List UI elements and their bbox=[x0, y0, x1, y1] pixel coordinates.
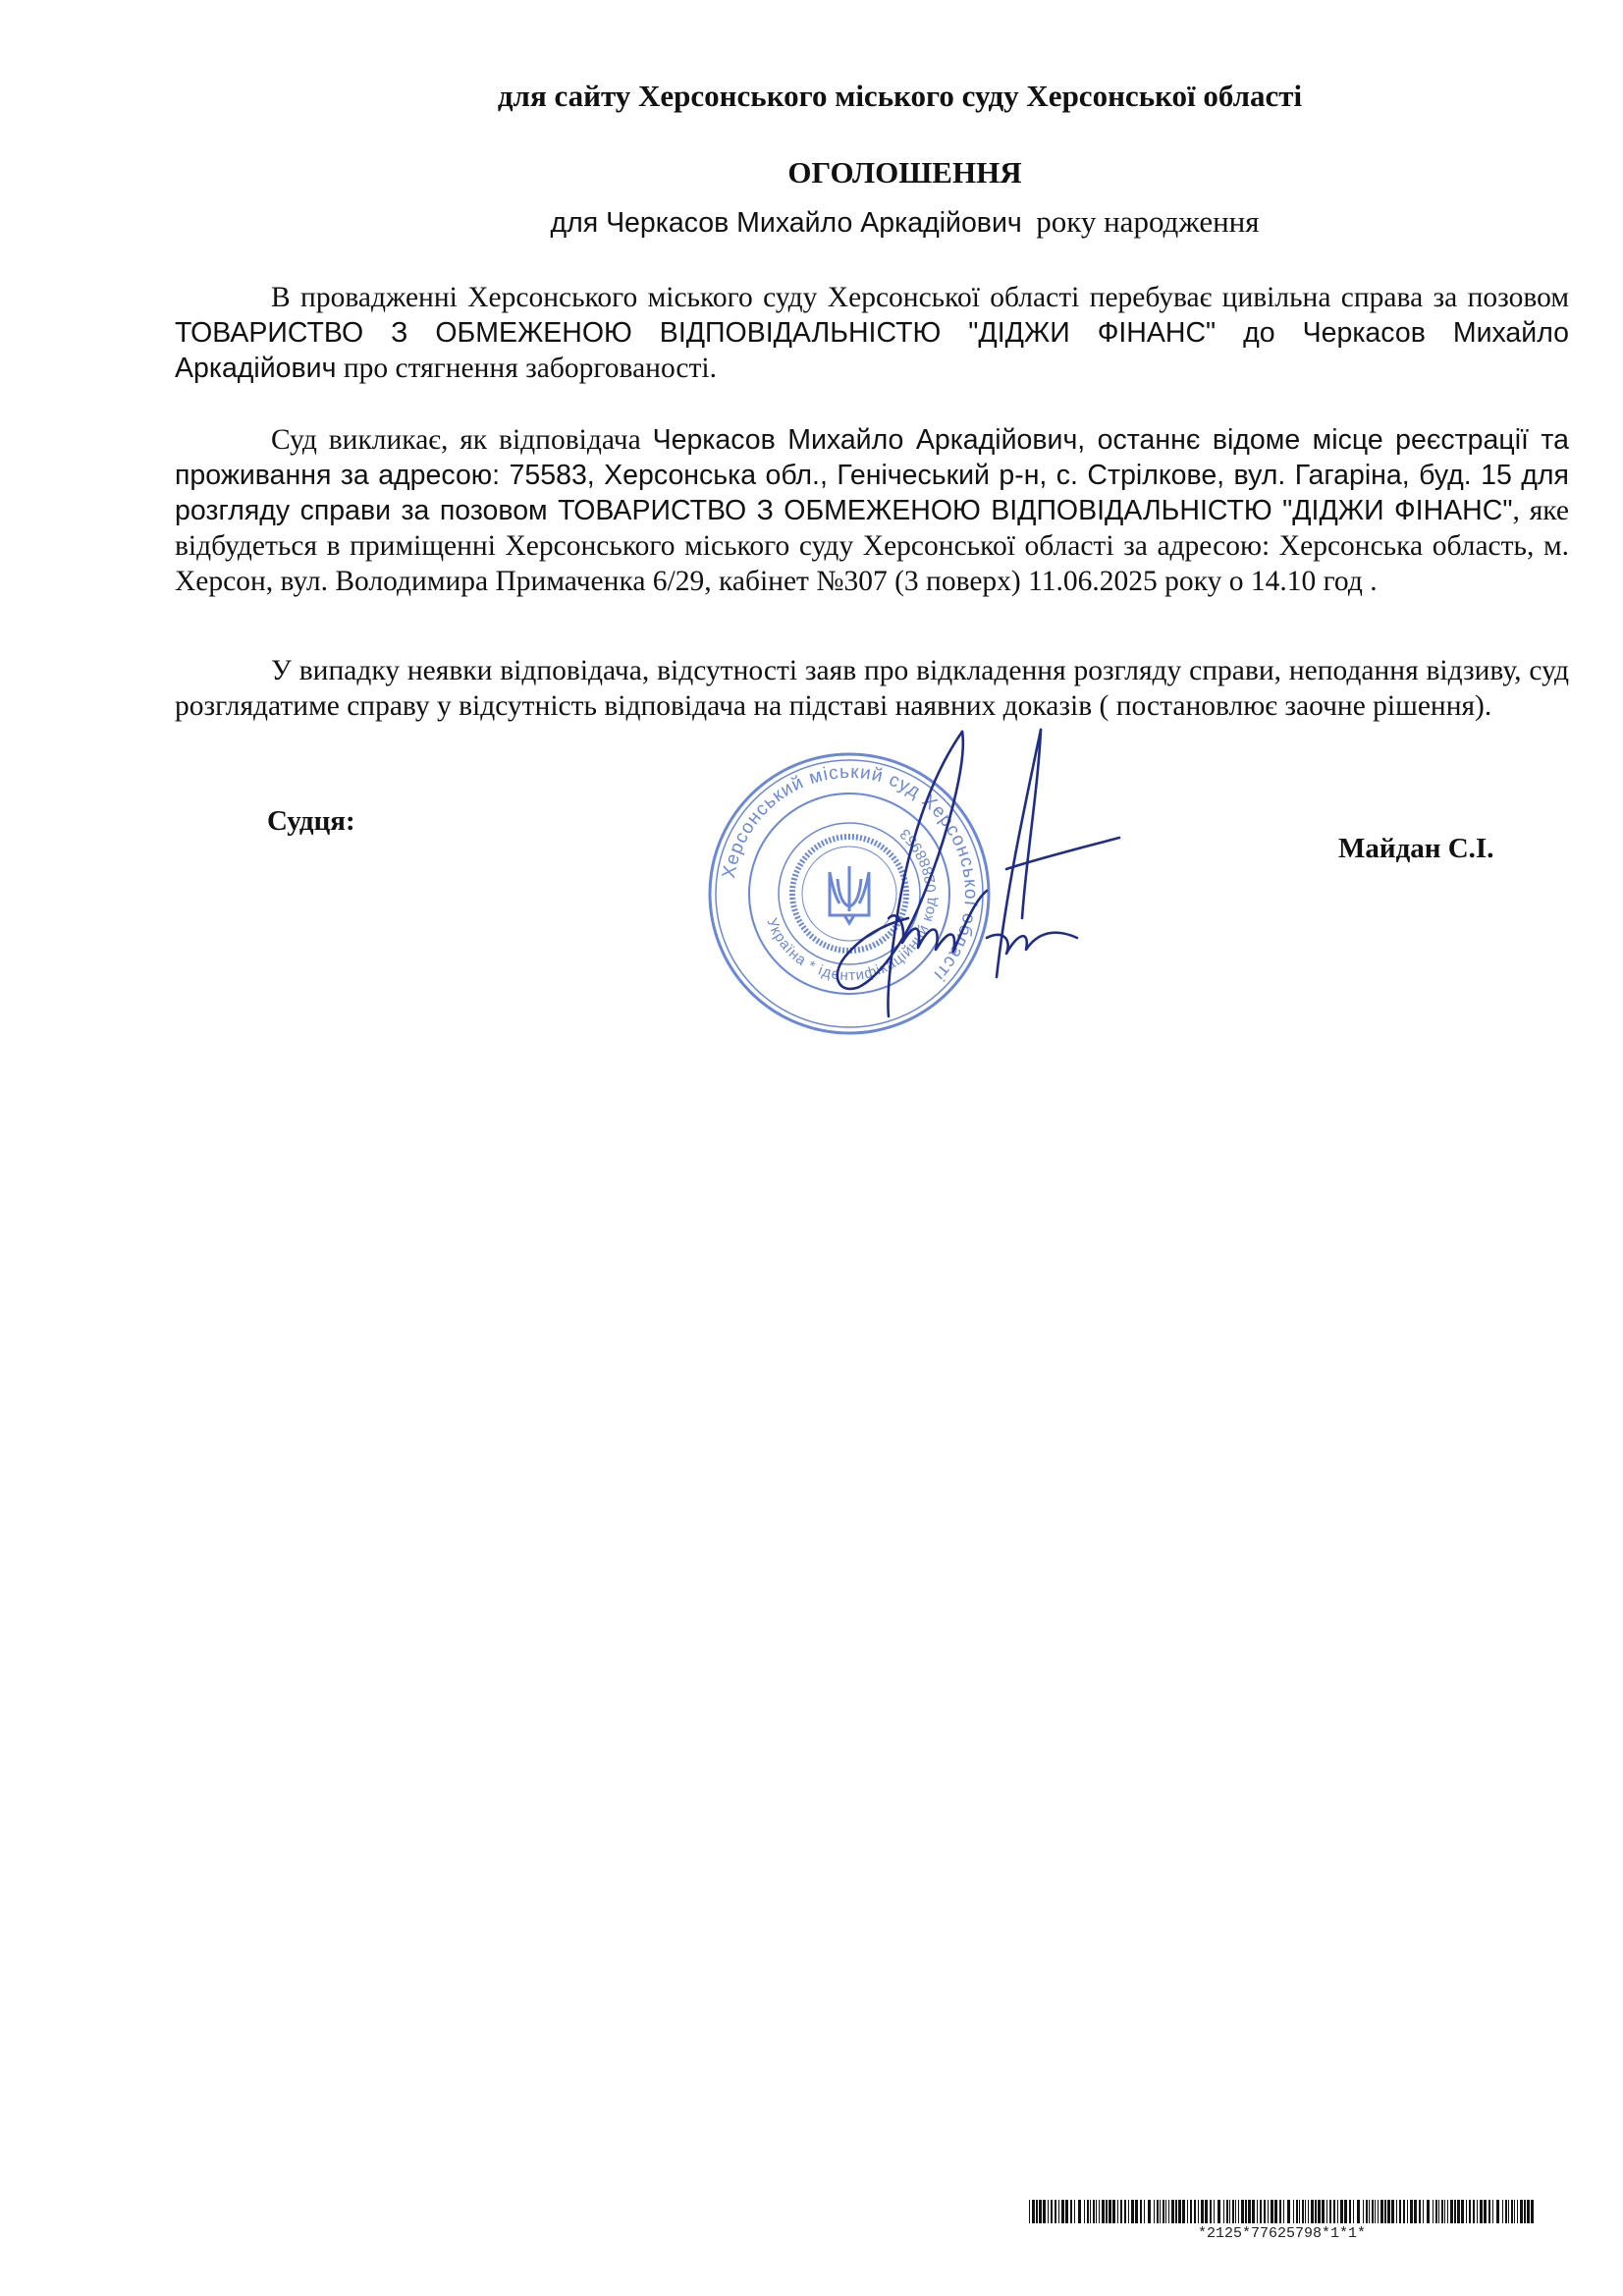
paragraph-case-subject: про стягнення заборгованості. bbox=[336, 353, 717, 384]
barcode-bar bbox=[1120, 2200, 1122, 2223]
barcode-bar bbox=[1363, 2200, 1364, 2223]
barcode-bar bbox=[1435, 2200, 1437, 2223]
barcode-bar bbox=[1469, 2200, 1471, 2223]
barcode-bar bbox=[1128, 2200, 1129, 2223]
barcode-bar bbox=[1201, 2200, 1204, 2223]
barcode-bar bbox=[1198, 2200, 1199, 2223]
barcode-bar bbox=[1296, 2200, 1298, 2223]
subtitle-lead: для Черкасов Михайло Аркадійович bbox=[550, 207, 1022, 239]
barcode-bar bbox=[1391, 2200, 1394, 2223]
barcode-bar bbox=[1106, 2200, 1108, 2223]
barcode-bar bbox=[1099, 2200, 1100, 2223]
barcode-bar bbox=[1419, 2200, 1421, 2223]
barcode-bar bbox=[1520, 2200, 1523, 2223]
barcode-bar bbox=[1096, 2200, 1097, 2223]
barcode-bar bbox=[1502, 2200, 1503, 2223]
barcode-bar bbox=[1058, 2200, 1059, 2223]
barcode-bar bbox=[1492, 2200, 1493, 2223]
document-title: ОГОЛОШЕННЯ bbox=[787, 155, 1022, 190]
barcode-bar bbox=[1039, 2200, 1042, 2223]
barcode-bar bbox=[1353, 2200, 1354, 2223]
barcode-bar bbox=[1514, 2200, 1515, 2223]
barcode-bar bbox=[1187, 2200, 1188, 2223]
barcode-bar bbox=[1257, 2200, 1258, 2223]
barcode-bar bbox=[1480, 2200, 1483, 2223]
plaintiff-name: ТОВАРИСТВО З ОБМЕЖЕНОЮ ВІДПОВІДАЛЬНІСТЮ "ДІДЖИ ФІНАНС" до Черкасов Михайло Аркадійович bbox=[175, 317, 1569, 384]
barcode-bar bbox=[1232, 2200, 1234, 2223]
barcode-bar bbox=[1318, 2200, 1321, 2223]
barcode-bar bbox=[1238, 2200, 1239, 2223]
barcode-bar bbox=[1403, 2200, 1405, 2223]
barcode-bar bbox=[1496, 2200, 1499, 2223]
barcode-bar bbox=[1344, 2200, 1347, 2223]
barcode-bar bbox=[1378, 2200, 1379, 2223]
barcode-bar bbox=[1190, 2200, 1192, 2223]
paragraph-default bbox=[175, 653, 1569, 724]
barcode-bar bbox=[1333, 2200, 1335, 2223]
barcode-bar bbox=[1450, 2200, 1453, 2223]
barcode-bar bbox=[1182, 2200, 1185, 2223]
barcode-bar bbox=[1477, 2200, 1478, 2223]
barcode-bar bbox=[1163, 2200, 1164, 2223]
barcode-bar bbox=[1036, 2200, 1038, 2223]
barcode-bar bbox=[1302, 2200, 1304, 2223]
barcode-bar bbox=[1090, 2200, 1091, 2223]
barcode-bar bbox=[1160, 2200, 1161, 2223]
barcode-bar bbox=[1488, 2200, 1490, 2223]
document-subtitle bbox=[0, 204, 1623, 240]
barcode-bar bbox=[1131, 2200, 1134, 2223]
barcode-bar bbox=[1112, 2200, 1115, 2223]
barcode-bar bbox=[1366, 2200, 1368, 2223]
barcode-bar bbox=[1447, 2200, 1448, 2223]
barcode-bar bbox=[1084, 2200, 1085, 2223]
barcode-bar bbox=[1399, 2200, 1401, 2223]
barcode-number: *2125*77625798*1*1* bbox=[1197, 2225, 1367, 2242]
barcode-bar bbox=[1252, 2200, 1255, 2223]
barcode-bar bbox=[1414, 2200, 1417, 2223]
paragraph-case-intro: В провадженні Херсонського міського суду Херсонської області перебуває цивільна справа за позовом bbox=[271, 282, 1569, 313]
paragraph-summons-venue: , яке відбудеться в приміщенні Херсонського міського суду Херсонської області за адресою: Херсонська область, м. Херсон, вул. Володимира Примаченка 6/29, кабінет №307 (3 поверх) 11.06.2025 року о 14.10 год . bbox=[175, 495, 1569, 597]
barcode-bar bbox=[1074, 2200, 1075, 2223]
barcode-bar bbox=[1032, 2200, 1035, 2223]
barcode-bar bbox=[1461, 2200, 1464, 2223]
barcode-bar bbox=[1210, 2200, 1212, 2223]
barcode-bar bbox=[1029, 2200, 1030, 2223]
barcode-bar bbox=[1444, 2200, 1445, 2223]
barcode-bar bbox=[1214, 2200, 1215, 2223]
barcode-bar bbox=[1293, 2200, 1294, 2223]
paragraph-summons bbox=[175, 422, 1569, 599]
barcode-bar bbox=[1157, 2200, 1159, 2223]
barcode-bar bbox=[1326, 2200, 1327, 2223]
judge-label: Судця: bbox=[267, 805, 355, 837]
barcode-bar bbox=[1117, 2200, 1118, 2223]
barcode-bar bbox=[1438, 2200, 1439, 2223]
barcode-bar bbox=[1308, 2200, 1309, 2223]
barcode-bar bbox=[1109, 2200, 1111, 2223]
barcode-bar bbox=[1527, 2200, 1530, 2223]
barcode-bar bbox=[1433, 2200, 1434, 2223]
barcode-bar bbox=[1264, 2200, 1266, 2223]
barcode-bar bbox=[1283, 2200, 1284, 2223]
barcode-bar bbox=[1140, 2200, 1142, 2223]
barcode-bar bbox=[1369, 2200, 1370, 2223]
barcode bbox=[1029, 2200, 1535, 2223]
barcode-bar bbox=[1473, 2200, 1475, 2223]
barcode-bar bbox=[1171, 2200, 1174, 2223]
barcode-bar bbox=[1271, 2200, 1273, 2223]
barcode-bar bbox=[1124, 2200, 1126, 2223]
paragraph-case bbox=[175, 280, 1569, 386]
barcode-bar bbox=[1387, 2200, 1390, 2223]
barcode-bar bbox=[1087, 2200, 1089, 2223]
barcode-bar bbox=[1102, 2200, 1105, 2223]
barcode-bar bbox=[1505, 2200, 1507, 2223]
barcode-bar bbox=[1315, 2200, 1317, 2223]
paragraph-default-text: У випадку неявки відповідача, відсутності заяв про відкладення розгляду справи, неподання відзиву, суд розглядатиме справу у відсутність відповідача на підставі наявних доказів ( постановлює заочне рішення). bbox=[175, 655, 1569, 722]
barcode-bar bbox=[1135, 2200, 1138, 2223]
barcode-bar bbox=[1048, 2200, 1049, 2223]
barcode-bar bbox=[1372, 2200, 1374, 2223]
barcode-bar bbox=[1329, 2200, 1331, 2223]
barcode-bar bbox=[1357, 2200, 1360, 2223]
barcode-bar bbox=[1279, 2200, 1281, 2223]
barcode-bar bbox=[1235, 2200, 1236, 2223]
barcode-bar bbox=[1165, 2200, 1166, 2223]
barcode-bar bbox=[1287, 2200, 1290, 2223]
judge-name: Майдан С.І. bbox=[1338, 833, 1494, 864]
barcode-bar bbox=[1154, 2200, 1155, 2223]
barcode-bar bbox=[1396, 2200, 1397, 2223]
barcode-bar bbox=[1454, 2200, 1456, 2223]
barcode-bar bbox=[1508, 2200, 1509, 2223]
barcode-bar bbox=[1070, 2200, 1072, 2223]
barcode-bar bbox=[1531, 2200, 1534, 2223]
barcode-bar bbox=[1078, 2200, 1081, 2223]
barcode-bar bbox=[1484, 2200, 1487, 2223]
barcode-bar bbox=[1375, 2200, 1376, 2223]
barcode-bar bbox=[1337, 2200, 1338, 2223]
barcode-bar bbox=[1384, 2200, 1386, 2223]
barcode-bar bbox=[1061, 2200, 1064, 2223]
barcode-bar bbox=[1299, 2200, 1300, 2223]
barcode-bar bbox=[1305, 2200, 1306, 2223]
barcode-bar bbox=[1517, 2200, 1518, 2223]
barcode-bar bbox=[1148, 2200, 1151, 2223]
barcode-bar bbox=[1229, 2200, 1230, 2223]
barcode-bar bbox=[1245, 2200, 1247, 2223]
barcode-bar bbox=[1380, 2200, 1383, 2223]
barcode-bar bbox=[1441, 2200, 1443, 2223]
barcode-bar bbox=[1260, 2200, 1262, 2223]
barcode-bar bbox=[1349, 2200, 1351, 2223]
barcode-bar bbox=[1051, 2200, 1053, 2223]
barcode-bar bbox=[1466, 2200, 1467, 2223]
barcode-bar bbox=[1248, 2200, 1251, 2223]
barcode-bar bbox=[1205, 2200, 1208, 2223]
barcode-bar bbox=[1524, 2200, 1526, 2223]
defendant-details: Черкасов Михайло Аркадійович, останнє відоме місце реєстрації та проживання за адресою: 75583, Херсонська обл., Генічеський р-н, с. Стрілкове, вул. Гагаріна, буд. 15 для розгляду справи за позовом ТОВАРИСТВО З ОБМЕЖЕНОЮ ВІДПОВІДАЛЬНІСТЮ "ДІДЖИ ФІНАНС" bbox=[175, 424, 1569, 526]
subtitle-tail: року народження bbox=[1036, 204, 1260, 239]
barcode-bar bbox=[1168, 2200, 1169, 2223]
barcode-bar bbox=[1322, 2200, 1325, 2223]
document-header: для сайту Херсонського міського суду Херсонської області bbox=[497, 79, 1303, 113]
barcode-bar bbox=[1093, 2200, 1095, 2223]
barcode-bar bbox=[1241, 2200, 1244, 2223]
barcode-bar bbox=[1340, 2200, 1343, 2223]
paragraph-summons-intro: Суд викликає, як відповідача bbox=[271, 424, 653, 456]
barcode-bar bbox=[1043, 2200, 1046, 2223]
barcode-bar bbox=[1065, 2200, 1068, 2223]
barcode-bar bbox=[1144, 2200, 1145, 2223]
barcode-bar bbox=[1194, 2200, 1196, 2223]
barcode-bar bbox=[1311, 2200, 1314, 2223]
barcode-bar bbox=[1223, 2200, 1224, 2223]
barcode-bar bbox=[1226, 2200, 1228, 2223]
barcode-bar bbox=[1427, 2200, 1430, 2223]
seal-inner-text: Україна * ідентифікаційний код 02888953 bbox=[763, 824, 941, 985]
barcode-bar bbox=[1511, 2200, 1513, 2223]
barcode-bar bbox=[1055, 2200, 1056, 2223]
barcode-bar bbox=[1410, 2200, 1413, 2223]
barcode-bar bbox=[1178, 2200, 1181, 2223]
barcode-bar bbox=[1268, 2200, 1269, 2223]
handwritten-signature bbox=[820, 722, 1173, 1026]
barcode-bar bbox=[1274, 2200, 1277, 2223]
barcode-bar bbox=[1407, 2200, 1408, 2223]
barcode-bar bbox=[1175, 2200, 1177, 2223]
barcode-bar bbox=[1457, 2200, 1460, 2223]
barcode-bar bbox=[1423, 2200, 1424, 2223]
barcode-bar bbox=[1217, 2200, 1220, 2223]
seal-outer-text: Херсонський міський суд Херсонської області bbox=[718, 761, 982, 986]
